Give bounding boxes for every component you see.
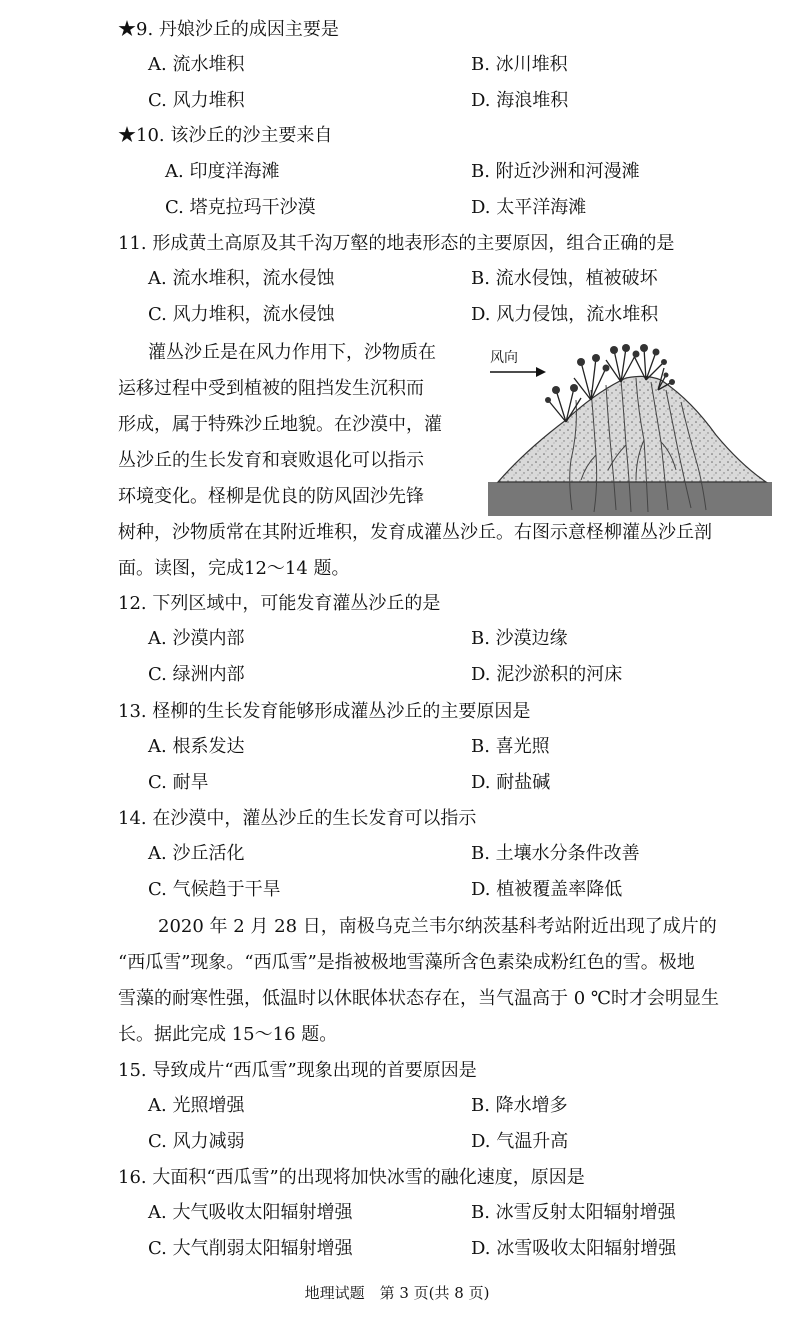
q13-option-d: D. 耐盐碱: [471, 772, 551, 793]
passage2-line-3: 雪藻的耐寒性强，低温时以休眠体状态存在，当气温高于 0 ℃时才会明显生: [118, 988, 720, 1009]
wind-arrow-head: [536, 367, 546, 377]
q9-option-a: A. 流水堆积: [148, 54, 245, 75]
q14-option-b: B. 土壤水分条件改善: [471, 843, 640, 864]
q11-option-d: D. 风力侵蚀，流水堆积: [471, 304, 659, 325]
q10-option-b: B. 附近沙洲和河漫滩: [471, 161, 640, 182]
q16-option-b: B. 冰雪反射太阳辐射增强: [471, 1202, 676, 1223]
q11-option-a: A. 流水堆积，流水侵蚀: [148, 268, 335, 289]
passage1-line-5: 环境变化。柽柳是优良的防风固沙先锋: [118, 486, 424, 507]
q12-option-a: A. 沙漠内部: [148, 628, 245, 649]
passage1-line-7: 面。读图，完成12～14 题。: [118, 558, 350, 579]
q13-option-a: A. 根系发达: [148, 736, 245, 757]
q9-stem: ★9. 丹娘沙丘的成因主要是: [118, 19, 339, 40]
q9-option-c: C. 风力堆积: [148, 90, 245, 111]
q10-option-d: D. 太平洋海滩: [471, 197, 587, 218]
q10-option-a: A. 印度洋海滩: [165, 161, 280, 182]
q15-option-b: B. 降水增多: [471, 1095, 568, 1116]
q14-option-c: C. 气候趋于干旱: [148, 879, 281, 900]
q14-stem: 14. 在沙漠中，灌丛沙丘的生长发育可以指示: [118, 808, 477, 829]
passage1-line-3: 形成，属于特殊沙丘地貌。在沙漠中，灌: [118, 414, 442, 435]
q13-option-b: B. 喜光照: [471, 736, 550, 757]
q15-option-a: A. 光照增强: [148, 1095, 245, 1116]
q10-stem: ★10. 该沙丘的沙主要来自: [118, 125, 333, 146]
shrub-dune-figure: [486, 340, 776, 520]
q11-stem: 11. 形成黄土高原及其千沟万壑的地表形态的主要原因，组合正确的是: [118, 233, 675, 254]
q11-option-b: B. 流水侵蚀，植被破坏: [471, 268, 658, 289]
q9-option-d: D. 海浪堆积: [471, 90, 569, 111]
q14-option-d: D. 植被覆盖率降低: [471, 879, 623, 900]
q16-stem: 16. 大面积“西瓜雪”的出现将加快冰雪的融化速度，原因是: [118, 1167, 585, 1188]
q15-option-d: D. 气温升高: [471, 1131, 569, 1152]
q9-option-b: B. 冰川堆积: [471, 54, 568, 75]
dune-body: [498, 376, 766, 482]
q13-stem: 13. 柽柳的生长发育能够形成灌丛沙丘的主要原因是: [118, 701, 531, 722]
q15-option-c: C. 风力减弱: [148, 1131, 245, 1152]
q12-stem: 12. 下列区域中，可能发育灌丛沙丘的是: [118, 593, 441, 614]
passage2-line-2: “西瓜雪”现象。“西瓜雪”是指被极地雪藻所含色素染成粉红色的雪。极地: [118, 952, 695, 973]
q12-option-b: B. 沙漠边缘: [471, 628, 568, 649]
page-footer: 地理试题 第 3 页(共 8 页): [304, 1284, 490, 1302]
q12-option-c: C. 绿洲内部: [148, 664, 245, 685]
passage2-line-1: 2020 年 2 月 28 日，南极乌克兰韦尔纳茨基科考站附近出现了成片的: [158, 916, 717, 937]
q16-option-c: C. 大气削弱太阳辐射增强: [148, 1238, 353, 1259]
q10-option-c: C. 塔克拉玛干沙漠: [165, 197, 316, 218]
passage1-line-6: 树种，沙物质常在其附近堆积，发育成灌丛沙丘。右图示意柽柳灌丛沙丘剖: [118, 522, 712, 543]
q14-option-a: A. 沙丘活化: [148, 843, 245, 864]
q15-stem: 15. 导致成片“西瓜雪”现象出现的首要原因是: [118, 1060, 477, 1081]
q12-option-d: D. 泥沙淤积的河床: [471, 664, 623, 685]
wind-direction-label: 风向: [490, 350, 518, 366]
passage1-line-4: 丛沙丘的生长发育和衰败退化可以指示: [118, 450, 424, 471]
passage2-line-4: 长。据此完成 15～16 题。: [118, 1024, 338, 1045]
q16-option-a: A. 大气吸收太阳辐射增强: [148, 1202, 353, 1223]
q13-option-c: C. 耐旱: [148, 772, 209, 793]
passage1-line-2: 运移过程中受到植被的阻挡发生沉积而: [118, 378, 424, 399]
passage1-line-1: 灌丛沙丘是在风力作用下，沙物质在: [148, 342, 436, 363]
q16-option-d: D. 冰雪吸收太阳辐射增强: [471, 1238, 677, 1259]
q11-option-c: C. 风力堆积，流水侵蚀: [148, 304, 335, 325]
